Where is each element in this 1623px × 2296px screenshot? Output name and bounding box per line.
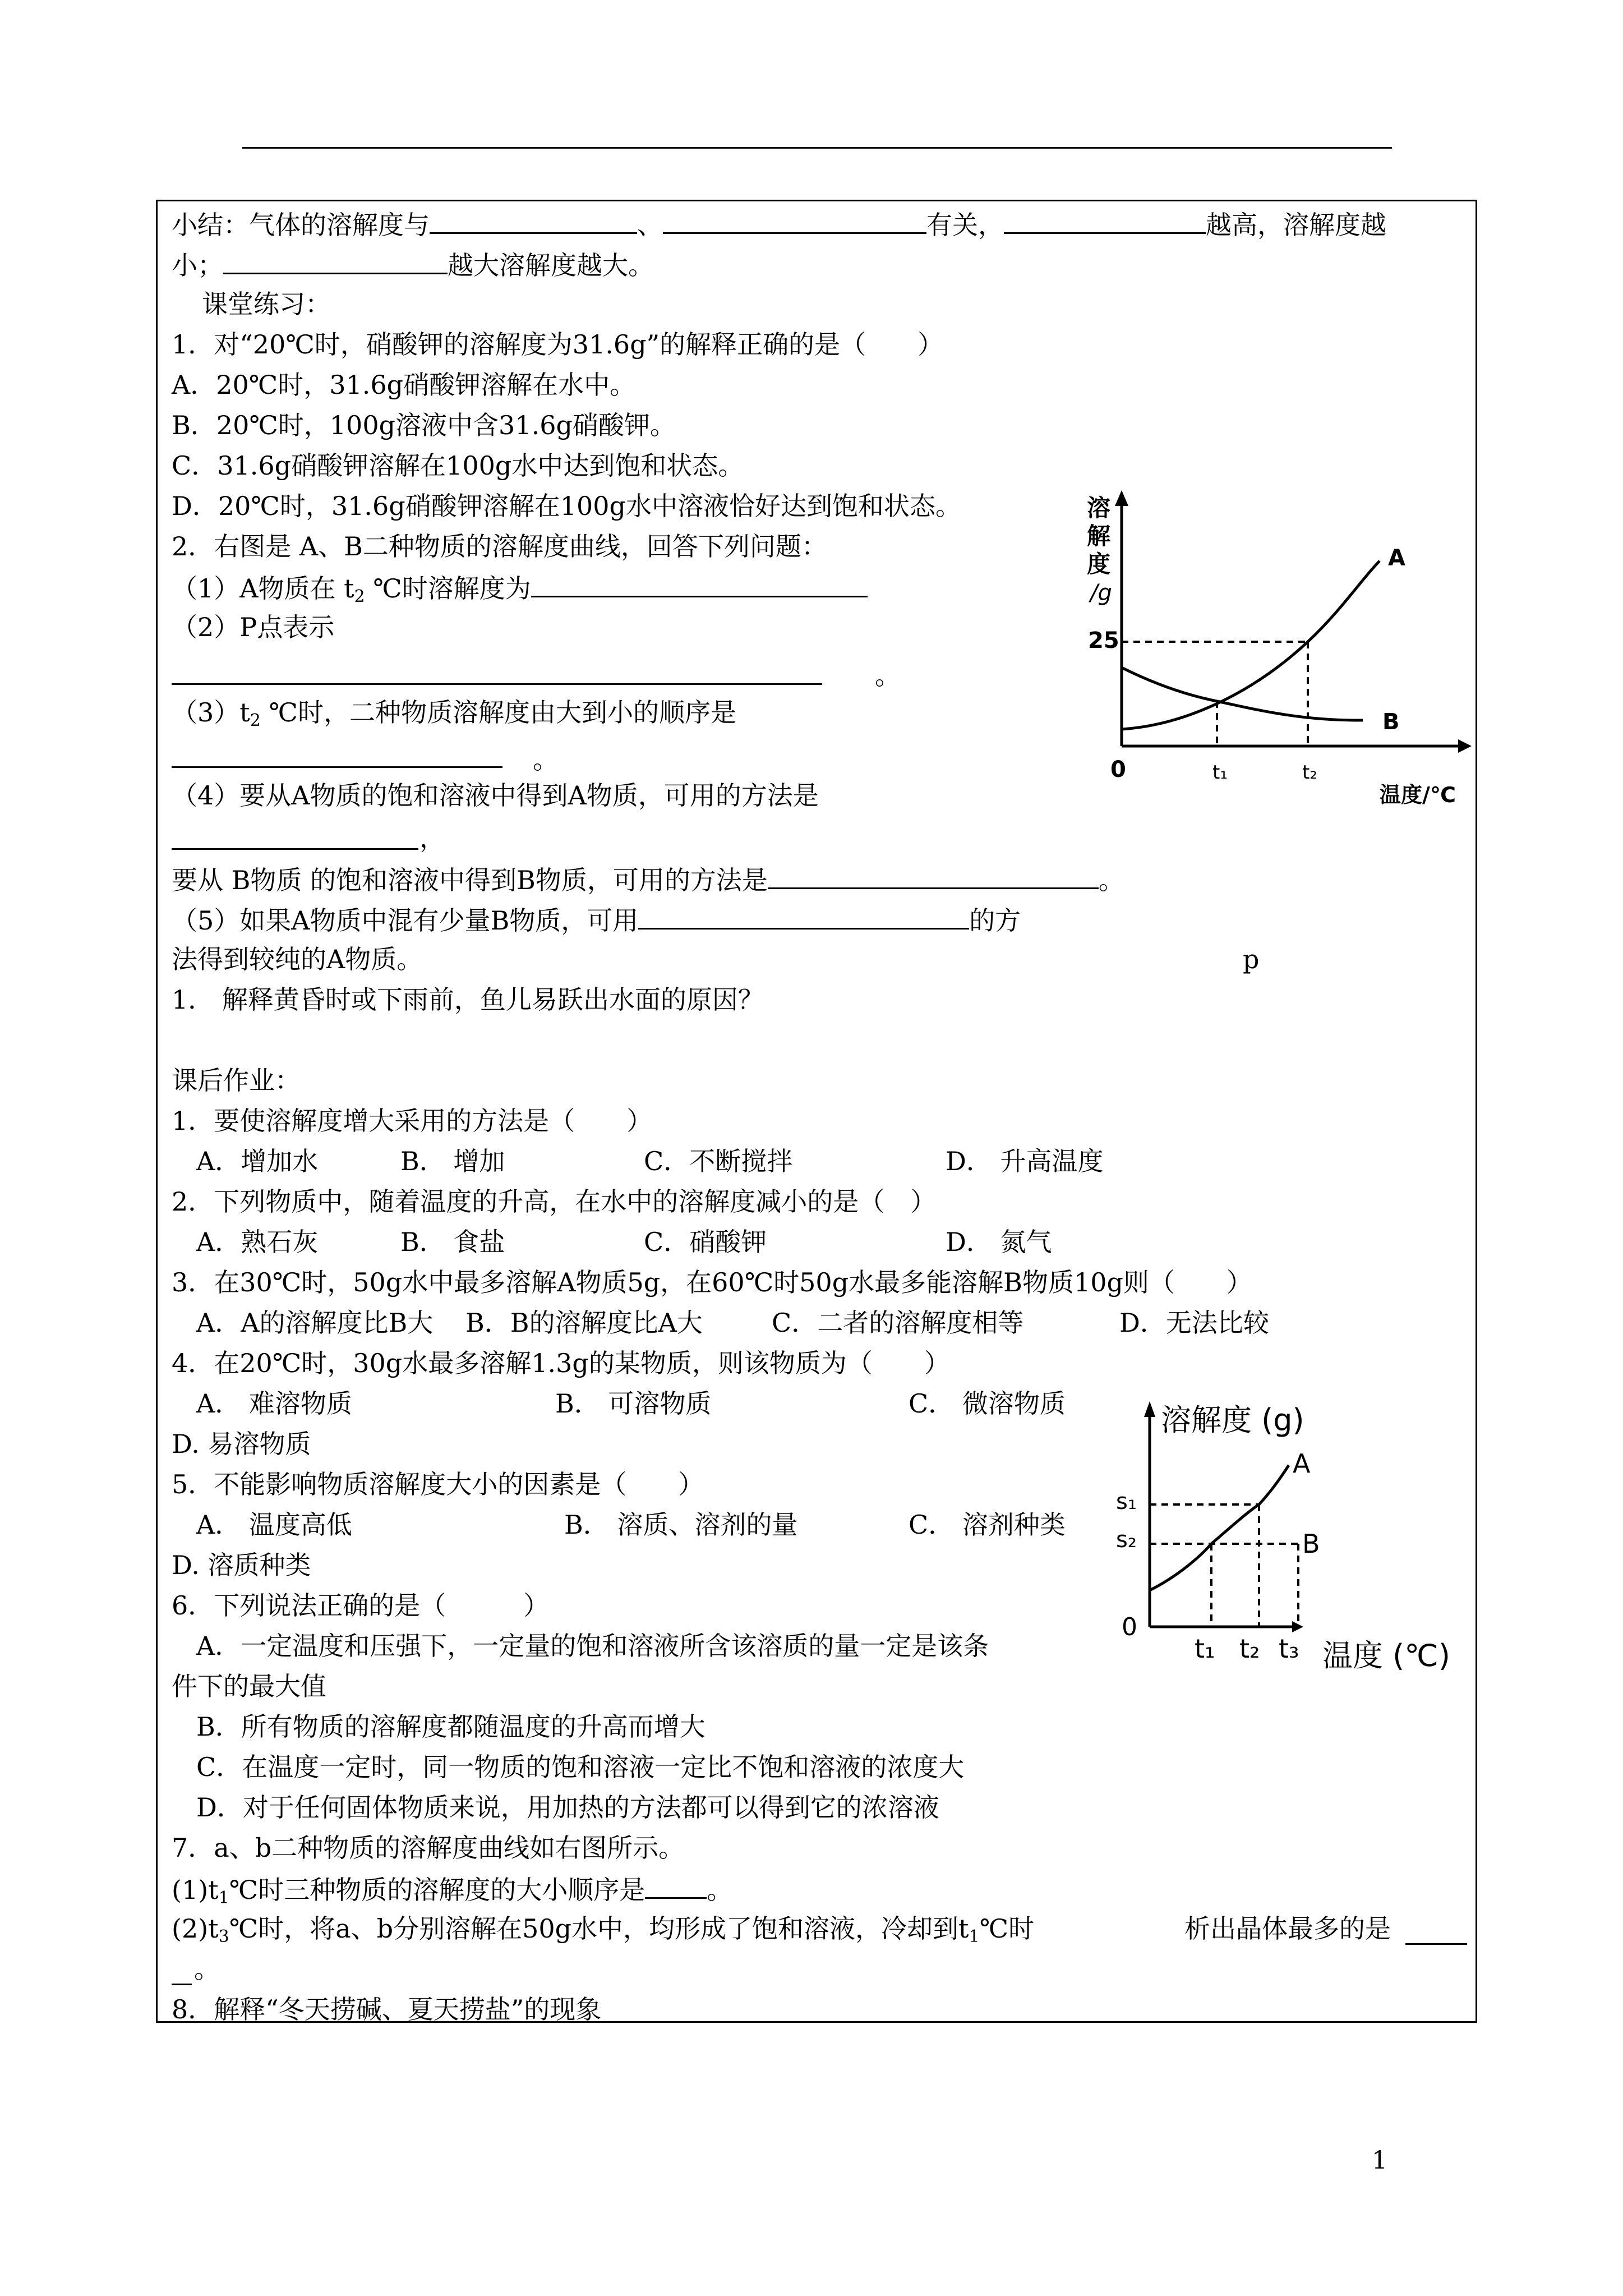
option-c: C．不断搅拌 (644, 1146, 793, 1176)
answer-blank[interactable] (638, 903, 969, 930)
summary-text: 越大溶解度越大。 (448, 250, 654, 280)
subscript: 3 (218, 1927, 229, 1947)
summary-text: 小结：气体的溶解度与 (172, 210, 430, 240)
option-b: B．20℃时，100g溶液中含31.6g硝酸钾。 (172, 410, 676, 440)
series-label-a: A (1388, 545, 1405, 571)
text: （5）如果A物质中混有少量B物质，可用 (172, 905, 639, 936)
option-a: A．增加水 (196, 1146, 319, 1176)
series-label-b: B (1382, 709, 1400, 735)
summary-text: 越高，溶解度越 (1206, 210, 1386, 240)
text: ℃时 (979, 1913, 1035, 1944)
punct: 。 (533, 744, 559, 775)
answer-blank[interactable] (1405, 1943, 1467, 1945)
summary-text: 、 (637, 210, 663, 240)
question-stem: 6．下列说法正确的是（ ） (172, 1590, 550, 1621)
option-c: C． 溶剂种类 (909, 1510, 1066, 1540)
question-stem: 1．对“20℃时，硝酸钾的溶解度为31.6g”的解释正确的是（ ） (172, 329, 944, 360)
text: ℃时，将a、b分别溶解在50g水中，均形成了饱和溶液，冷却到t (229, 1913, 969, 1944)
question-stem: 5．不能影响物质溶解度大小的因素是（ ） (172, 1469, 704, 1499)
y-axis-label: 溶解度 (g) (1161, 1402, 1304, 1438)
x-tick-t1: t₁ (1195, 1634, 1215, 1664)
series-label-b: B (1302, 1529, 1320, 1559)
y-tick-s1: s₁ (1116, 1489, 1137, 1515)
text: ℃时三种物质的溶解度的大小顺序是 (229, 1875, 645, 1905)
text: （1）A物质在 t (172, 573, 354, 604)
option-d: D．无法比较 (1119, 1308, 1269, 1338)
ylabel-char-2: 解 (1087, 522, 1111, 550)
question-stem: 2．右图是 A、B二种物质的溶解度曲线，回答下列问题： (172, 531, 827, 562)
option-c: C．31.6g硝酸钾溶解在100g水中达到饱和状态。 (172, 450, 744, 481)
text: 。 (707, 1875, 733, 1905)
answer-blank[interactable] (531, 571, 868, 597)
option-b: B． 食盐 (400, 1227, 505, 1257)
x-tick-t1: t₁ (1212, 761, 1228, 784)
answer-blank[interactable] (172, 766, 502, 768)
question-stem: 1．要使溶解度增大采用的方法是（ ） (172, 1106, 653, 1136)
option-a: A．20℃时，31.6g硝酸钾溶解在水中。 (172, 370, 636, 400)
subquestion-1 (172, 1872, 732, 1914)
text: ℃时溶解度为 (365, 573, 531, 604)
text: （3）t (172, 697, 250, 728)
answer-blank[interactable] (768, 863, 1099, 889)
option-b: B．B的溶解度比A大 (465, 1308, 703, 1338)
option-b: B． 增加 (400, 1146, 505, 1176)
ylabel-char-4: /g (1090, 580, 1112, 606)
question-stem: 3．在30℃时，50g水中最多溶解A物质5g，在60℃时50g水最多能溶解B物质10g则（ ） (172, 1267, 1252, 1297)
option-a: A．一定温度和压强下，一定量的饱和溶液所含该溶质的量一定是该条 (196, 1631, 989, 1661)
summary-line-1 (172, 208, 1386, 241)
option-d: D．对于任何固体物质来说，用加热的方法都可以得到它的浓溶液 (196, 1792, 939, 1823)
option-a-cont: 件下的最大值 (172, 1671, 326, 1701)
summary-line-2 (172, 248, 654, 281)
answer-blank[interactable] (645, 1872, 707, 1899)
p-mark: p (1243, 944, 1260, 974)
subquestion-2: （2）P点表示 (172, 612, 335, 642)
solubility-chart-1 (1066, 482, 1503, 841)
answer-blank[interactable] (1004, 208, 1206, 234)
option-b: B． 可溶物质 (555, 1388, 712, 1419)
text: (2)t (172, 1913, 219, 1944)
option-d: D. 溶质种类 (172, 1550, 311, 1580)
ylabel-char-1: 溶 (1087, 494, 1111, 522)
y-tick-25: 25 (1088, 628, 1119, 654)
option-d: D．20℃时，31.6g硝酸钾溶解在100g水中溶液恰好达到饱和状态。 (172, 491, 961, 521)
answer-blank[interactable] (223, 248, 448, 274)
origin-label: 0 (1122, 1613, 1137, 1641)
option-d: D． 升高温度 (946, 1146, 1104, 1176)
x-tick-t3: t₃ (1279, 1634, 1299, 1664)
question-stem: 4．在20℃时，30g水最多溶解1.3g的某物质，则该物质为（ ） (172, 1348, 950, 1378)
x-tick-t2: t₂ (1239, 1634, 1260, 1664)
subscript: 1 (218, 1888, 229, 1908)
x-axis-label: 温度/℃ (1380, 783, 1456, 807)
option-a: A． 温度高低 (196, 1510, 352, 1540)
option-c: C．硝酸钾 (644, 1227, 767, 1257)
punct: ， (419, 823, 445, 853)
option-a: A． 难溶物质 (196, 1388, 352, 1419)
text: 的方 (969, 905, 1021, 936)
classwork-title: 课堂练习： (202, 289, 331, 319)
subquestion-1 (172, 571, 868, 613)
question-stem: 2．下列物质中，随着温度的升高，在水中的溶解度减小的是（ ） (172, 1186, 937, 1217)
text: 要从 B物质 的饱和溶液中得到B物质，可用的方法是 (172, 865, 768, 895)
text: ℃时，二种物质溶解度由大到小的顺序是 (260, 697, 736, 728)
question-stem: 1． 解释黄昏时或下雨前，鱼儿易跃出水面的原因？ (172, 984, 764, 1015)
x-tick-t2: t₂ (1302, 761, 1317, 784)
option-c: C． 微溶物质 (909, 1388, 1066, 1419)
homework-title: 课后作业： (172, 1065, 301, 1096)
solubility-chart-2 (1110, 1397, 1492, 1677)
text: (1)t (172, 1875, 219, 1905)
subquestion-2-tail: 析出晶体最多的是 (1184, 1913, 1391, 1944)
y-axis-arrow (1115, 490, 1128, 506)
option-a: A．A的溶解度比B大 (196, 1308, 434, 1338)
punct: 。 (875, 660, 901, 691)
subquestion-5-cont: 法得到较纯的A物质。 (172, 944, 423, 974)
summary-text: 有关， (926, 210, 1004, 240)
series-label-a: A (1293, 1448, 1311, 1479)
subquestion-4: （4）要从A物质的饱和溶液中得到A物质，可用的方法是 (172, 780, 819, 811)
x-axis-label: 温度 (℃) (1322, 1638, 1450, 1673)
text: 。 (1098, 865, 1124, 895)
answer-blank[interactable] (172, 848, 418, 850)
header-rule (242, 147, 1392, 149)
subquestion-4b (172, 863, 1124, 896)
y-tick-s2: s₂ (1116, 1527, 1137, 1553)
subquestion-2 (172, 1913, 1034, 1953)
option-b: B．所有物质的溶解度都随温度的升高而增大 (196, 1711, 706, 1742)
x-axis-arrow (1458, 739, 1472, 753)
subscript: 1 (969, 1927, 980, 1947)
question-stem: 8．解释“冬天捞碱、夏天捞盐”的现象 (172, 1994, 602, 2024)
ylabel-char-3: 度 (1087, 550, 1111, 578)
punct: 。 (194, 1954, 220, 1984)
option-a: A．熟石灰 (196, 1227, 319, 1257)
subquestion-5 (172, 903, 1021, 936)
y-axis-arrow (1144, 1401, 1155, 1417)
option-b: B． 溶质、溶剂的量 (564, 1510, 798, 1540)
summary-text: 小； (172, 250, 223, 280)
subquestion-3 (172, 697, 736, 737)
option-c: C．二者的溶解度相等 (772, 1308, 1024, 1338)
origin-label: 0 (1110, 757, 1126, 783)
option-d: D． 氮气 (946, 1227, 1052, 1257)
curve-a (1150, 1465, 1289, 1590)
question-stem: 7．a、b二种物质的溶解度曲线如右图所示。 (172, 1833, 685, 1863)
curve-b (1122, 668, 1363, 720)
answer-blank[interactable] (430, 208, 637, 234)
subscript: 2 (354, 587, 365, 606)
answer-blank[interactable] (172, 683, 822, 685)
answer-blank[interactable] (172, 1984, 192, 1985)
answer-blank[interactable] (663, 208, 926, 234)
option-d: D. 易溶物质 (172, 1429, 311, 1459)
page-number: 1 (1372, 2146, 1387, 2175)
option-c: C．在温度一定时，同一物质的饱和溶液一定比不饱和溶液的浓度大 (196, 1752, 965, 1782)
curve-a (1122, 561, 1380, 729)
subscript: 2 (250, 711, 261, 730)
